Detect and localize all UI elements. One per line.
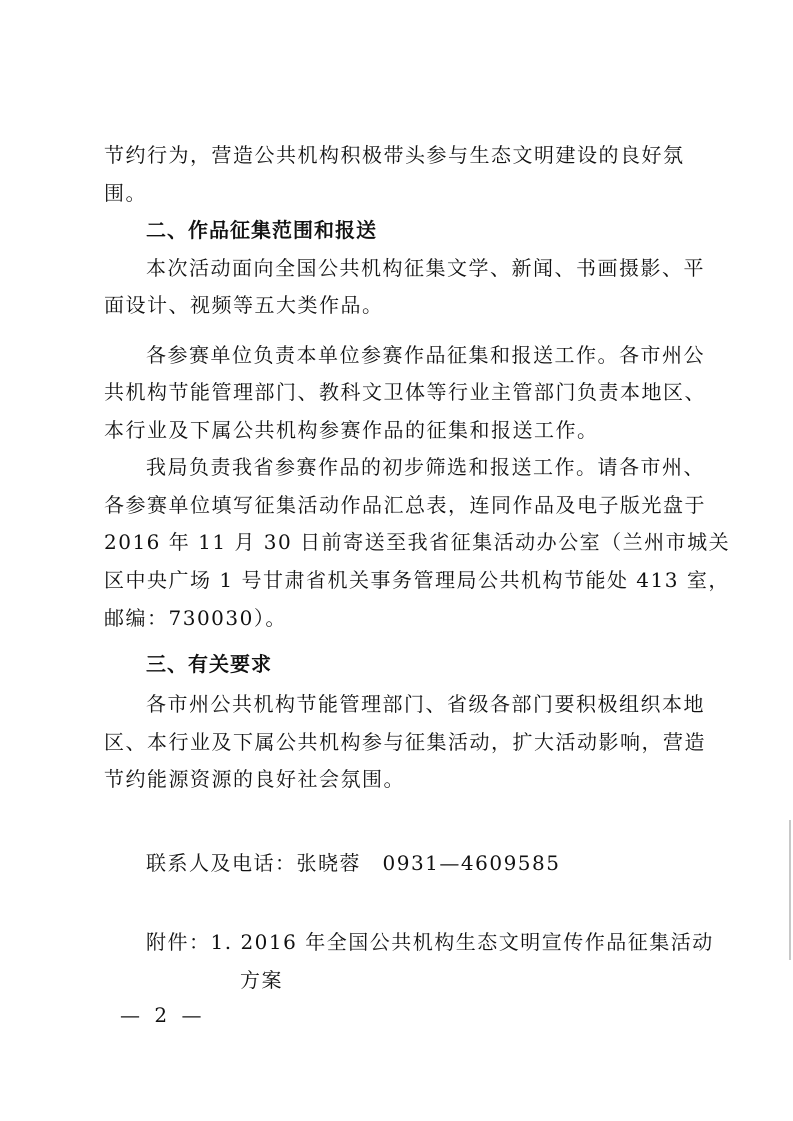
contact-line: 联系人及电话：张晓蓉 0931—4609585 <box>146 851 561 875</box>
attachment-line-1: 附件：1. 2016 年全国公共机构生态文明宣传作品征集活动 <box>146 930 714 954</box>
paragraph-line: 区中央广场 1 号甘肃省机关事务管理局公共机构节能处 413 室， <box>104 568 730 592</box>
paragraph-line: 本次活动面向全国公共机构征集文学、新闻、书画摄影、平 <box>146 256 705 280</box>
section-heading-requirements: 三、有关要求 <box>146 652 272 676</box>
scan-edge-mark <box>789 820 791 960</box>
paragraph-line: 共机构节能管理部门、教科文卫体等行业主管部门负责本地区、 <box>104 380 706 404</box>
paragraph-line: 本行业及下属公共机构参赛作品的征集和报送工作。 <box>104 418 599 442</box>
paragraph-line: 2016 年 11 月 30 日前寄送至我省征集活动办公室（兰州市城关 <box>104 530 731 554</box>
attachment-line-2: 方案 <box>240 968 283 992</box>
paragraph-line: 区、本行业及下属公共机构参与征集活动，扩大活动影响，营造 <box>104 730 706 754</box>
paragraph-line: 邮编：730030）。 <box>104 606 287 630</box>
paragraph-line: 各参赛单位负责本单位参赛作品征集和报送工作。各市州公 <box>146 343 705 367</box>
continuation-line-1: 节约行为，营造公共机构积极带头参与生态文明建设的良好氛 <box>104 143 685 167</box>
paragraph-line: 各参赛单位填写征集活动作品汇总表，连同作品及电子版光盘于 <box>104 493 706 517</box>
paragraph-line: 面设计、视频等五大类作品。 <box>104 293 384 317</box>
paragraph-line: 我局负责我省参赛作品的初步筛选和报送工作。请各市州、 <box>146 455 705 479</box>
section-heading-scope: 二、作品征集范围和报送 <box>146 218 377 242</box>
paragraph-line: 各市州公共机构节能管理部门、省级各部门要积极组织本地 <box>146 692 705 716</box>
page-number: — 2 — <box>120 1003 206 1027</box>
continuation-line-2: 围。 <box>104 181 147 205</box>
paragraph-line: 节约能源资源的良好社会氛围。 <box>104 767 405 791</box>
